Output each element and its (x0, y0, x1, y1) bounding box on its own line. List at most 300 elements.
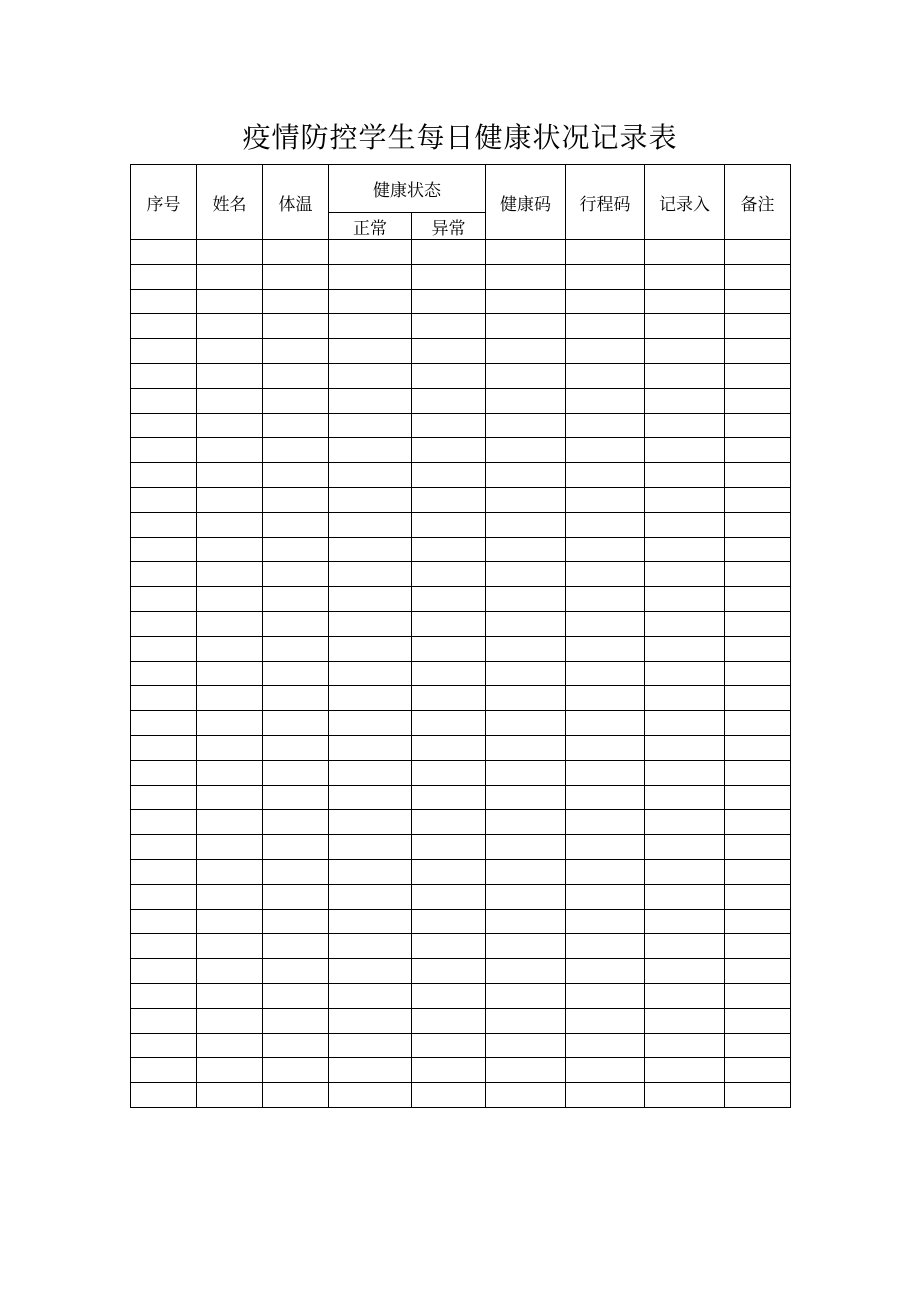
table-cell[interactable] (566, 611, 645, 636)
table-cell[interactable] (725, 487, 791, 512)
table-cell[interactable] (645, 661, 725, 686)
table-cell[interactable] (412, 661, 486, 686)
table-cell[interactable] (412, 810, 486, 835)
table-cell[interactable] (725, 1058, 791, 1083)
table-cell[interactable] (645, 636, 725, 661)
table-cell[interactable] (329, 1083, 412, 1108)
table-cell[interactable] (263, 537, 329, 562)
table-cell[interactable] (263, 363, 329, 388)
table-cell[interactable] (131, 413, 197, 438)
table-cell[interactable] (645, 785, 725, 810)
table-cell[interactable] (131, 487, 197, 512)
table-cell[interactable] (725, 835, 791, 860)
table-cell[interactable] (566, 1033, 645, 1058)
table-cell[interactable] (197, 1008, 263, 1033)
table-cell[interactable] (197, 587, 263, 612)
table-cell[interactable] (131, 934, 197, 959)
table-cell[interactable] (566, 859, 645, 884)
table-cell[interactable] (645, 760, 725, 785)
table-cell[interactable] (329, 512, 412, 537)
table-cell[interactable] (131, 512, 197, 537)
table-cell[interactable] (645, 983, 725, 1008)
table-cell[interactable] (645, 363, 725, 388)
table-cell[interactable] (725, 1033, 791, 1058)
table-cell[interactable] (263, 587, 329, 612)
table-cell[interactable] (197, 487, 263, 512)
table-cell[interactable] (412, 587, 486, 612)
table-cell[interactable] (263, 859, 329, 884)
table-cell[interactable] (412, 512, 486, 537)
table-cell[interactable] (329, 537, 412, 562)
table-cell[interactable] (645, 339, 725, 364)
table-cell[interactable] (645, 438, 725, 463)
table-cell[interactable] (725, 611, 791, 636)
table-cell[interactable] (645, 959, 725, 984)
table-cell[interactable] (645, 735, 725, 760)
table-cell[interactable] (131, 959, 197, 984)
table-cell[interactable] (645, 587, 725, 612)
table-cell[interactable] (645, 835, 725, 860)
table-cell[interactable] (725, 785, 791, 810)
table-cell[interactable] (566, 240, 645, 265)
table-cell[interactable] (197, 314, 263, 339)
table-cell[interactable] (412, 438, 486, 463)
table-cell[interactable] (566, 934, 645, 959)
table-cell[interactable] (131, 711, 197, 736)
table-cell[interactable] (645, 711, 725, 736)
table-cell[interactable] (263, 438, 329, 463)
table-cell[interactable] (131, 686, 197, 711)
table-cell[interactable] (566, 512, 645, 537)
table-cell[interactable] (486, 934, 566, 959)
table-cell[interactable] (263, 413, 329, 438)
table-cell[interactable] (263, 1008, 329, 1033)
table-cell[interactable] (263, 611, 329, 636)
table-cell[interactable] (131, 363, 197, 388)
table-cell[interactable] (329, 934, 412, 959)
table-cell[interactable] (725, 240, 791, 265)
table-cell[interactable] (566, 785, 645, 810)
table-cell[interactable] (725, 859, 791, 884)
table-cell[interactable] (263, 785, 329, 810)
table-cell[interactable] (131, 661, 197, 686)
table-cell[interactable] (131, 537, 197, 562)
table-cell[interactable] (486, 562, 566, 587)
table-cell[interactable] (486, 363, 566, 388)
table-cell[interactable] (725, 339, 791, 364)
table-cell[interactable] (263, 884, 329, 909)
table-cell[interactable] (329, 810, 412, 835)
table-cell[interactable] (486, 587, 566, 612)
table-cell[interactable] (263, 264, 329, 289)
table-cell[interactable] (645, 909, 725, 934)
table-cell[interactable] (329, 859, 412, 884)
table-cell[interactable] (725, 289, 791, 314)
table-cell[interactable] (412, 289, 486, 314)
table-cell[interactable] (329, 413, 412, 438)
table-cell[interactable] (566, 810, 645, 835)
table-cell[interactable] (645, 289, 725, 314)
table-cell[interactable] (197, 686, 263, 711)
table-cell[interactable] (263, 463, 329, 488)
table-cell[interactable] (197, 388, 263, 413)
table-cell[interactable] (263, 240, 329, 265)
table-cell[interactable] (486, 512, 566, 537)
table-cell[interactable] (566, 983, 645, 1008)
table-cell[interactable] (197, 835, 263, 860)
table-cell[interactable] (329, 487, 412, 512)
table-cell[interactable] (197, 760, 263, 785)
table-cell[interactable] (197, 884, 263, 909)
table-cell[interactable] (566, 463, 645, 488)
table-cell[interactable] (566, 587, 645, 612)
table-cell[interactable] (412, 537, 486, 562)
table-cell[interactable] (329, 636, 412, 661)
table-cell[interactable] (486, 611, 566, 636)
table-cell[interactable] (486, 983, 566, 1008)
table-cell[interactable] (566, 1083, 645, 1108)
table-cell[interactable] (131, 562, 197, 587)
table-cell[interactable] (645, 562, 725, 587)
table-cell[interactable] (197, 512, 263, 537)
table-cell[interactable] (131, 1008, 197, 1033)
table-cell[interactable] (566, 636, 645, 661)
table-cell[interactable] (131, 636, 197, 661)
table-cell[interactable] (645, 314, 725, 339)
table-cell[interactable] (329, 339, 412, 364)
table-cell[interactable] (645, 388, 725, 413)
table-cell[interactable] (486, 909, 566, 934)
table-cell[interactable] (263, 909, 329, 934)
table-cell[interactable] (645, 1083, 725, 1108)
table-cell[interactable] (329, 1058, 412, 1083)
table-cell[interactable] (263, 1083, 329, 1108)
table-cell[interactable] (566, 909, 645, 934)
table-cell[interactable] (486, 463, 566, 488)
table-cell[interactable] (566, 487, 645, 512)
table-cell[interactable] (566, 735, 645, 760)
table-cell[interactable] (486, 1083, 566, 1108)
table-cell[interactable] (725, 760, 791, 785)
table-cell[interactable] (263, 339, 329, 364)
table-cell[interactable] (329, 611, 412, 636)
table-cell[interactable] (197, 859, 263, 884)
table-cell[interactable] (566, 1058, 645, 1083)
table-cell[interactable] (486, 760, 566, 785)
table-cell[interactable] (131, 289, 197, 314)
table-cell[interactable] (486, 1008, 566, 1033)
table-cell[interactable] (725, 686, 791, 711)
table-cell[interactable] (486, 240, 566, 265)
table-cell[interactable] (197, 611, 263, 636)
table-cell[interactable] (566, 760, 645, 785)
table-cell[interactable] (645, 512, 725, 537)
table-cell[interactable] (329, 1008, 412, 1033)
table-cell[interactable] (131, 438, 197, 463)
table-cell[interactable] (131, 810, 197, 835)
table-cell[interactable] (412, 760, 486, 785)
table-cell[interactable] (197, 240, 263, 265)
table-cell[interactable] (131, 1033, 197, 1058)
table-cell[interactable] (412, 735, 486, 760)
table-cell[interactable] (131, 339, 197, 364)
table-cell[interactable] (197, 562, 263, 587)
table-cell[interactable] (197, 363, 263, 388)
table-cell[interactable] (725, 661, 791, 686)
table-cell[interactable] (329, 240, 412, 265)
table-cell[interactable] (645, 810, 725, 835)
table-cell[interactable] (725, 810, 791, 835)
table-cell[interactable] (412, 413, 486, 438)
table-cell[interactable] (566, 388, 645, 413)
table-cell[interactable] (486, 264, 566, 289)
table-cell[interactable] (412, 487, 486, 512)
table-cell[interactable] (329, 785, 412, 810)
table-cell[interactable] (725, 562, 791, 587)
table-cell[interactable] (486, 339, 566, 364)
table-cell[interactable] (486, 1033, 566, 1058)
table-cell[interactable] (566, 661, 645, 686)
table-cell[interactable] (197, 810, 263, 835)
table-cell[interactable] (486, 289, 566, 314)
table-cell[interactable] (131, 760, 197, 785)
table-cell[interactable] (263, 289, 329, 314)
table-cell[interactable] (329, 959, 412, 984)
table-cell[interactable] (131, 1058, 197, 1083)
table-cell[interactable] (412, 636, 486, 661)
table-cell[interactable] (645, 611, 725, 636)
table-cell[interactable] (412, 983, 486, 1008)
table-cell[interactable] (725, 884, 791, 909)
table-cell[interactable] (566, 711, 645, 736)
table-cell[interactable] (486, 314, 566, 339)
table-cell[interactable] (131, 264, 197, 289)
table-cell[interactable] (566, 413, 645, 438)
table-cell[interactable] (412, 314, 486, 339)
table-cell[interactable] (412, 909, 486, 934)
table-cell[interactable] (412, 363, 486, 388)
table-cell[interactable] (645, 463, 725, 488)
table-cell[interactable] (329, 587, 412, 612)
table-cell[interactable] (131, 909, 197, 934)
table-cell[interactable] (197, 413, 263, 438)
table-cell[interactable] (725, 735, 791, 760)
table-cell[interactable] (412, 1033, 486, 1058)
table-cell[interactable] (645, 686, 725, 711)
table-cell[interactable] (725, 636, 791, 661)
table-cell[interactable] (725, 512, 791, 537)
table-cell[interactable] (412, 264, 486, 289)
table-cell[interactable] (412, 463, 486, 488)
table-cell[interactable] (566, 562, 645, 587)
table-cell[interactable] (131, 785, 197, 810)
table-cell[interactable] (725, 1008, 791, 1033)
table-cell[interactable] (197, 1058, 263, 1083)
table-cell[interactable] (566, 314, 645, 339)
table-cell[interactable] (131, 240, 197, 265)
table-cell[interactable] (131, 835, 197, 860)
table-cell[interactable] (329, 438, 412, 463)
table-cell[interactable] (263, 810, 329, 835)
table-cell[interactable] (131, 983, 197, 1008)
table-cell[interactable] (645, 1008, 725, 1033)
table-cell[interactable] (131, 735, 197, 760)
table-cell[interactable] (131, 587, 197, 612)
table-cell[interactable] (645, 264, 725, 289)
table-cell[interactable] (725, 463, 791, 488)
table-cell[interactable] (566, 363, 645, 388)
table-cell[interactable] (486, 661, 566, 686)
table-cell[interactable] (412, 339, 486, 364)
table-cell[interactable] (412, 388, 486, 413)
table-cell[interactable] (131, 884, 197, 909)
table-cell[interactable] (263, 388, 329, 413)
table-cell[interactable] (263, 314, 329, 339)
table-cell[interactable] (329, 735, 412, 760)
table-cell[interactable] (566, 686, 645, 711)
table-cell[interactable] (725, 314, 791, 339)
table-cell[interactable] (131, 314, 197, 339)
table-cell[interactable] (197, 438, 263, 463)
table-cell[interactable] (329, 661, 412, 686)
table-cell[interactable] (197, 264, 263, 289)
table-cell[interactable] (566, 264, 645, 289)
table-cell[interactable] (486, 884, 566, 909)
table-cell[interactable] (197, 661, 263, 686)
table-cell[interactable] (412, 711, 486, 736)
table-cell[interactable] (197, 735, 263, 760)
table-cell[interactable] (486, 636, 566, 661)
table-cell[interactable] (645, 537, 725, 562)
table-cell[interactable] (263, 686, 329, 711)
table-cell[interactable] (645, 884, 725, 909)
table-cell[interactable] (412, 835, 486, 860)
table-cell[interactable] (329, 835, 412, 860)
table-cell[interactable] (131, 388, 197, 413)
table-cell[interactable] (566, 339, 645, 364)
table-cell[interactable] (725, 363, 791, 388)
table-cell[interactable] (197, 636, 263, 661)
table-cell[interactable] (486, 711, 566, 736)
table-cell[interactable] (197, 983, 263, 1008)
table-cell[interactable] (412, 959, 486, 984)
table-cell[interactable] (725, 438, 791, 463)
table-cell[interactable] (412, 934, 486, 959)
table-cell[interactable] (486, 859, 566, 884)
table-cell[interactable] (486, 438, 566, 463)
table-cell[interactable] (412, 686, 486, 711)
table-cell[interactable] (412, 1083, 486, 1108)
table-cell[interactable] (412, 884, 486, 909)
table-cell[interactable] (412, 611, 486, 636)
table-cell[interactable] (131, 1083, 197, 1108)
table-cell[interactable] (263, 512, 329, 537)
table-cell[interactable] (131, 463, 197, 488)
table-cell[interactable] (263, 487, 329, 512)
table-cell[interactable] (197, 339, 263, 364)
table-cell[interactable] (197, 463, 263, 488)
table-cell[interactable] (412, 785, 486, 810)
table-cell[interactable] (486, 785, 566, 810)
table-cell[interactable] (263, 735, 329, 760)
table-cell[interactable] (566, 537, 645, 562)
table-cell[interactable] (412, 240, 486, 265)
table-cell[interactable] (329, 1033, 412, 1058)
table-cell[interactable] (263, 959, 329, 984)
table-cell[interactable] (197, 785, 263, 810)
table-cell[interactable] (725, 983, 791, 1008)
table-cell[interactable] (329, 711, 412, 736)
table-cell[interactable] (412, 859, 486, 884)
table-cell[interactable] (486, 735, 566, 760)
table-cell[interactable] (645, 413, 725, 438)
table-cell[interactable] (131, 859, 197, 884)
table-cell[interactable] (329, 289, 412, 314)
table-cell[interactable] (725, 934, 791, 959)
table-cell[interactable] (263, 636, 329, 661)
table-cell[interactable] (197, 934, 263, 959)
table-cell[interactable] (725, 264, 791, 289)
table-cell[interactable] (566, 438, 645, 463)
table-cell[interactable] (645, 240, 725, 265)
table-cell[interactable] (329, 463, 412, 488)
table-cell[interactable] (725, 1083, 791, 1108)
table-cell[interactable] (329, 686, 412, 711)
table-cell[interactable] (197, 959, 263, 984)
table-cell[interactable] (263, 562, 329, 587)
table-cell[interactable] (263, 760, 329, 785)
table-cell[interactable] (486, 835, 566, 860)
table-cell[interactable] (329, 909, 412, 934)
table-cell[interactable] (486, 686, 566, 711)
table-cell[interactable] (725, 413, 791, 438)
table-cell[interactable] (329, 264, 412, 289)
table-cell[interactable] (412, 562, 486, 587)
table-cell[interactable] (197, 909, 263, 934)
table-cell[interactable] (263, 1033, 329, 1058)
table-cell[interactable] (263, 661, 329, 686)
table-cell[interactable] (725, 537, 791, 562)
table-cell[interactable] (486, 959, 566, 984)
table-cell[interactable] (645, 1033, 725, 1058)
table-cell[interactable] (645, 1058, 725, 1083)
table-cell[interactable] (645, 934, 725, 959)
table-cell[interactable] (412, 1058, 486, 1083)
table-cell[interactable] (263, 983, 329, 1008)
table-cell[interactable] (329, 884, 412, 909)
table-cell[interactable] (329, 388, 412, 413)
table-cell[interactable] (197, 537, 263, 562)
table-cell[interactable] (566, 959, 645, 984)
table-cell[interactable] (329, 363, 412, 388)
table-cell[interactable] (486, 537, 566, 562)
table-cell[interactable] (197, 1083, 263, 1108)
table-cell[interactable] (412, 1008, 486, 1033)
table-cell[interactable] (566, 289, 645, 314)
table-cell[interactable] (725, 711, 791, 736)
table-cell[interactable] (486, 487, 566, 512)
table-cell[interactable] (131, 611, 197, 636)
table-cell[interactable] (197, 1033, 263, 1058)
table-cell[interactable] (566, 1008, 645, 1033)
table-cell[interactable] (486, 413, 566, 438)
table-cell[interactable] (725, 587, 791, 612)
table-cell[interactable] (486, 1058, 566, 1083)
table-cell[interactable] (645, 859, 725, 884)
table-cell[interactable] (263, 835, 329, 860)
table-cell[interactable] (566, 884, 645, 909)
table-cell[interactable] (263, 934, 329, 959)
